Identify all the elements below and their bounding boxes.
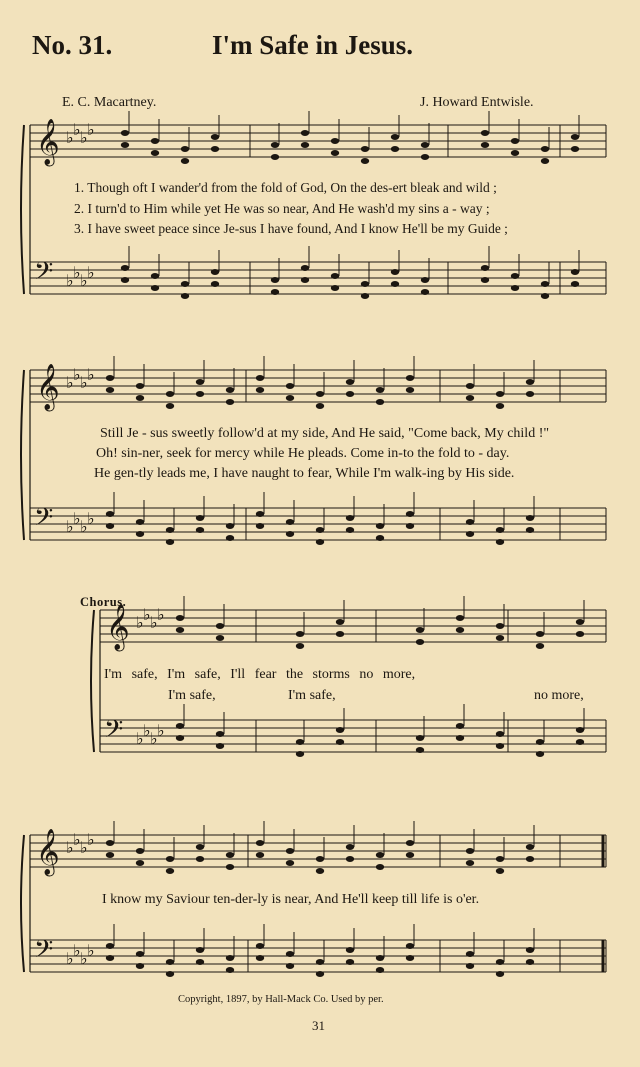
note-head — [496, 635, 504, 641]
note-head — [511, 150, 519, 156]
chorus-echo-1: I'm safe, — [168, 688, 216, 703]
note-head — [541, 293, 549, 299]
note-head — [316, 527, 324, 533]
note-head — [511, 285, 519, 291]
note-head — [271, 154, 279, 160]
note-head — [181, 281, 189, 287]
hymn-number: No. 31. — [32, 30, 113, 60]
note-head — [121, 265, 129, 271]
note-head — [196, 844, 204, 850]
note-head — [376, 955, 384, 961]
treble-clef: 𝄞 — [36, 119, 60, 165]
note-head — [196, 856, 204, 862]
note-head — [286, 963, 294, 969]
note-head — [536, 739, 544, 745]
note-head — [106, 375, 114, 381]
note-head — [346, 856, 354, 862]
chorus-echo-2: I'm safe, — [288, 688, 336, 703]
system-brace — [21, 125, 24, 294]
note-head — [496, 743, 504, 749]
note-head — [316, 391, 324, 397]
note-head — [361, 281, 369, 287]
note-head — [226, 387, 234, 393]
note-head — [406, 943, 414, 949]
note-head — [496, 971, 504, 977]
page-number: 31 — [312, 1018, 325, 1033]
note-head — [296, 643, 304, 649]
note-head — [416, 735, 424, 741]
note-head — [456, 627, 464, 633]
note-head — [496, 623, 504, 629]
flat-sign: ♭ — [73, 263, 81, 282]
note-head — [226, 523, 234, 529]
note-head — [136, 383, 144, 389]
flat-sign: ♭ — [66, 271, 74, 290]
note-head — [226, 535, 234, 541]
note-head — [121, 142, 129, 148]
note-head — [421, 289, 429, 295]
note-head — [106, 523, 114, 529]
note-head — [536, 631, 544, 637]
note-head — [346, 959, 354, 965]
note-head — [406, 511, 414, 517]
treble-clef: 𝄞 — [106, 604, 130, 650]
flat-sign: ♭ — [87, 263, 95, 282]
note-head — [391, 269, 399, 275]
note-head — [331, 138, 339, 144]
note-head — [496, 403, 504, 409]
chorus-soprano-line: I'm safe, I'm safe, I'll fear the storms no more, — [104, 667, 416, 682]
note-head — [421, 142, 429, 148]
note-head — [286, 383, 294, 389]
note-head — [496, 856, 504, 862]
note-head — [166, 868, 174, 874]
system-brace — [91, 610, 94, 752]
note-head — [331, 285, 339, 291]
note-head — [376, 852, 384, 858]
note-head — [316, 971, 324, 977]
flat-sign: ♭ — [143, 721, 151, 740]
note-head — [211, 146, 219, 152]
bass-clef: 𝄢 — [34, 257, 54, 292]
flat-sign: ♭ — [150, 729, 158, 748]
note-head — [316, 403, 324, 409]
note-head — [416, 747, 424, 753]
note-head — [181, 293, 189, 299]
flat-sign: ♭ — [87, 365, 95, 384]
note-head — [166, 959, 174, 965]
note-head — [301, 130, 309, 136]
note-head — [416, 639, 424, 645]
flat-sign: ♭ — [157, 721, 165, 740]
note-head — [376, 387, 384, 393]
note-head — [571, 146, 579, 152]
note-head — [216, 731, 224, 737]
flat-sign: ♭ — [73, 941, 81, 960]
composer-credit: J. Howard Entwisle. — [420, 95, 534, 110]
flat-sign: ♭ — [150, 613, 158, 632]
note-head — [166, 391, 174, 397]
flat-sign: ♭ — [87, 509, 95, 528]
verse-3-line-2: He gen-tly leads me, I have naught to fear, While I'm walk-ing by His side. — [94, 466, 515, 481]
flat-sign: ♭ — [66, 838, 74, 857]
note-head — [286, 848, 294, 854]
note-head — [456, 615, 464, 621]
note-head — [106, 840, 114, 846]
note-head — [316, 856, 324, 862]
flat-sign: ♭ — [157, 605, 165, 624]
note-head — [576, 619, 584, 625]
note-head — [346, 527, 354, 533]
note-head — [106, 387, 114, 393]
flat-sign: ♭ — [80, 128, 88, 147]
note-head — [196, 527, 204, 533]
note-head — [181, 146, 189, 152]
note-head — [136, 963, 144, 969]
note-head — [226, 864, 234, 870]
note-head — [176, 723, 184, 729]
note-head — [526, 856, 534, 862]
note-head — [526, 844, 534, 850]
verse-2-line-1: 2. I turn'd to Him while yet He was so near, And He wash'd my sins a - way ; — [74, 201, 490, 216]
note-head — [331, 273, 339, 279]
flat-sign: ♭ — [66, 949, 74, 968]
note-head — [136, 395, 144, 401]
flat-sign: ♭ — [73, 830, 81, 849]
note-head — [496, 391, 504, 397]
note-head — [416, 627, 424, 633]
note-head — [166, 539, 174, 545]
note-head — [336, 739, 344, 745]
note-head — [481, 277, 489, 283]
note-head — [346, 844, 354, 850]
flat-sign: ♭ — [87, 941, 95, 960]
note-head — [106, 955, 114, 961]
flat-sign: ♭ — [136, 729, 144, 748]
note-head — [496, 731, 504, 737]
note-head — [481, 130, 489, 136]
note-head — [136, 951, 144, 957]
note-head — [256, 840, 264, 846]
note-head — [256, 852, 264, 858]
note-head — [226, 967, 234, 973]
note-head — [346, 947, 354, 953]
note-head — [136, 860, 144, 866]
note-head — [391, 146, 399, 152]
note-head — [526, 959, 534, 965]
note-head — [106, 852, 114, 858]
note-head — [496, 539, 504, 545]
note-head — [316, 868, 324, 874]
note-head — [496, 868, 504, 874]
note-head — [376, 967, 384, 973]
note-head — [176, 627, 184, 633]
note-head — [481, 142, 489, 148]
note-head — [536, 751, 544, 757]
note-head — [151, 138, 159, 144]
flat-sign: ♭ — [143, 605, 151, 624]
note-head — [466, 383, 474, 389]
lyricist-credit: E. C. Macartney. — [62, 95, 157, 110]
treble-clef: 𝄞 — [36, 364, 60, 410]
note-head — [211, 134, 219, 140]
note-head — [331, 150, 339, 156]
note-head — [466, 848, 474, 854]
note-head — [286, 395, 294, 401]
note-head — [286, 860, 294, 866]
flat-sign: ♭ — [73, 365, 81, 384]
note-head — [376, 399, 384, 405]
note-head — [256, 375, 264, 381]
copyright-notice: Copyright, 1897, by Hall-Mack Co. Used by per. — [178, 994, 384, 1005]
note-head — [536, 643, 544, 649]
note-head — [106, 511, 114, 517]
note-head — [176, 735, 184, 741]
chorus-final-line: I know my Saviour ten-der-ly is near, And He'll keep till life is o'er. — [102, 892, 480, 907]
note-head — [456, 723, 464, 729]
note-head — [296, 739, 304, 745]
note-head — [376, 864, 384, 870]
flat-sign: ♭ — [66, 373, 74, 392]
note-head — [196, 391, 204, 397]
flat-sign: ♭ — [73, 120, 81, 139]
note-head — [271, 142, 279, 148]
note-head — [466, 963, 474, 969]
note-head — [196, 947, 204, 953]
system-brace — [21, 370, 24, 540]
note-head — [166, 403, 174, 409]
note-head — [256, 387, 264, 393]
note-head — [406, 375, 414, 381]
note-head — [361, 146, 369, 152]
note-head — [166, 527, 174, 533]
note-head — [181, 158, 189, 164]
note-head — [301, 265, 309, 271]
bass-clef: 𝄢 — [34, 503, 54, 538]
note-head — [346, 515, 354, 521]
note-head — [151, 285, 159, 291]
note-head — [271, 289, 279, 295]
note-head — [481, 265, 489, 271]
note-head — [286, 531, 294, 537]
flat-sign: ♭ — [66, 128, 74, 147]
system-brace — [21, 835, 24, 972]
note-head — [421, 277, 429, 283]
note-head — [216, 635, 224, 641]
chorus-echo-3: no more, — [534, 688, 584, 703]
note-head — [406, 955, 414, 961]
treble-clef: 𝄞 — [36, 829, 60, 875]
note-head — [176, 615, 184, 621]
note-head — [256, 523, 264, 529]
flat-sign: ♭ — [136, 613, 144, 632]
note-head — [286, 951, 294, 957]
verse-2-line-2: Oh! sin-ner, seek for mercy while He pleads. Come in-to the fold to - day. — [96, 446, 510, 461]
note-head — [336, 631, 344, 637]
note-head — [466, 951, 474, 957]
note-head — [361, 158, 369, 164]
verse-1-line-1: 1. Though oft I wander'd from the fold of God, On the des-ert bleak and wild ; — [74, 180, 497, 195]
note-head — [406, 387, 414, 393]
note-head — [511, 138, 519, 144]
note-head — [216, 623, 224, 629]
note-head — [496, 959, 504, 965]
note-head — [541, 146, 549, 152]
note-head — [571, 281, 579, 287]
note-head — [541, 281, 549, 287]
flat-sign: ♭ — [80, 373, 88, 392]
note-head — [316, 539, 324, 545]
note-head — [336, 619, 344, 625]
note-head — [151, 273, 159, 279]
note-head — [301, 277, 309, 283]
note-head — [466, 395, 474, 401]
note-head — [256, 943, 264, 949]
note-head — [526, 391, 534, 397]
note-head — [496, 527, 504, 533]
note-head — [136, 848, 144, 854]
note-head — [576, 727, 584, 733]
note-head — [226, 852, 234, 858]
note-head — [226, 955, 234, 961]
note-head — [296, 751, 304, 757]
note-head — [166, 856, 174, 862]
note-head — [316, 959, 324, 965]
verse-3-line-1: 3. I have sweet peace since Je-sus I have found, And I know He'll be my Guide ; — [74, 221, 508, 236]
note-head — [226, 399, 234, 405]
bass-clef: 𝄢 — [34, 935, 54, 970]
note-head — [571, 134, 579, 140]
flat-sign: ♭ — [80, 838, 88, 857]
note-head — [576, 631, 584, 637]
note-head — [296, 631, 304, 637]
note-head — [301, 142, 309, 148]
note-head — [336, 727, 344, 733]
note-head — [376, 523, 384, 529]
flat-sign: ♭ — [66, 517, 74, 536]
note-head — [151, 150, 159, 156]
note-head — [121, 130, 129, 136]
note-head — [211, 269, 219, 275]
note-head — [526, 379, 534, 385]
note-head — [541, 158, 549, 164]
note-head — [136, 531, 144, 537]
note-head — [256, 511, 264, 517]
note-head — [466, 519, 474, 525]
flat-sign: ♭ — [87, 830, 95, 849]
note-head — [526, 947, 534, 953]
note-head — [421, 154, 429, 160]
note-head — [466, 860, 474, 866]
note-head — [576, 739, 584, 745]
flat-sign: ♭ — [80, 271, 88, 290]
note-head — [196, 515, 204, 521]
note-head — [361, 293, 369, 299]
note-head — [391, 134, 399, 140]
note-head — [196, 379, 204, 385]
note-head — [216, 743, 224, 749]
chorus-label: Chorus. — [80, 595, 127, 609]
hymn-title: I'm Safe in Jesus. — [212, 30, 414, 60]
note-head — [346, 391, 354, 397]
note-head — [196, 959, 204, 965]
note-head — [406, 852, 414, 858]
verse-1-line-2: Still Je - sus sweetly follow'd at my side, And He said, "Come back, My child !" — [100, 426, 550, 441]
note-head — [391, 281, 399, 287]
note-head — [456, 735, 464, 741]
note-head — [121, 277, 129, 283]
flat-sign: ♭ — [80, 517, 88, 536]
note-head — [526, 515, 534, 521]
note-head — [106, 943, 114, 949]
note-head — [406, 523, 414, 529]
note-head — [166, 971, 174, 977]
note-head — [466, 531, 474, 537]
note-head — [376, 535, 384, 541]
note-head — [211, 281, 219, 287]
note-head — [526, 527, 534, 533]
note-head — [271, 277, 279, 283]
bass-clef: 𝄢 — [104, 715, 124, 750]
note-head — [346, 379, 354, 385]
flat-sign: ♭ — [87, 120, 95, 139]
flat-sign: ♭ — [80, 949, 88, 968]
note-head — [571, 269, 579, 275]
note-head — [406, 840, 414, 846]
flat-sign: ♭ — [73, 509, 81, 528]
note-head — [511, 273, 519, 279]
note-head — [286, 519, 294, 525]
note-head — [136, 519, 144, 525]
note-head — [256, 955, 264, 961]
